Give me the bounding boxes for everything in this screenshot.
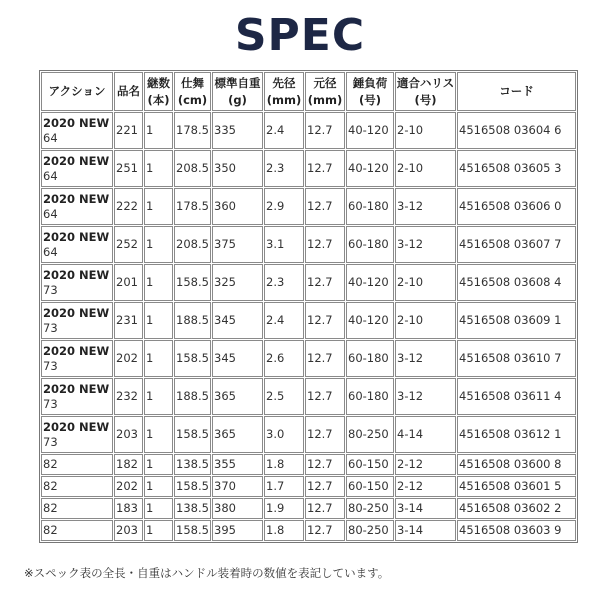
cell-pieces: 1 bbox=[144, 416, 173, 453]
cell-sinker-load: 80-250 bbox=[346, 416, 394, 453]
action-value: 82 bbox=[43, 501, 58, 515]
cell-model: 202 bbox=[114, 340, 143, 377]
cell-butt-diameter: 12.7 bbox=[305, 520, 345, 541]
cell-sinker-load: 60-180 bbox=[346, 378, 394, 415]
table-row bbox=[41, 378, 576, 415]
spec-table-body bbox=[41, 112, 576, 541]
cell-action bbox=[41, 302, 113, 339]
action-series: 2020 NEW bbox=[43, 229, 110, 244]
table-row bbox=[41, 112, 576, 149]
cell-leader: 4-14 bbox=[395, 416, 456, 453]
cell-butt-diameter: 12.7 bbox=[305, 378, 345, 415]
cell-leader: 3-12 bbox=[395, 340, 456, 377]
cell-model: 231 bbox=[114, 302, 143, 339]
cell-code: 4516508 03612 1 bbox=[457, 416, 576, 453]
cell-weight: 365 bbox=[212, 378, 263, 415]
cell-leader: 2-10 bbox=[395, 150, 456, 187]
cell-pieces: 1 bbox=[144, 302, 173, 339]
cell-tip-diameter: 2.6 bbox=[264, 340, 304, 377]
action-value: 73 bbox=[43, 396, 58, 411]
cell-leader: 3-12 bbox=[395, 226, 456, 263]
cell-model: 222 bbox=[114, 188, 143, 225]
cell-model: 221 bbox=[114, 112, 143, 149]
cell-model: 182 bbox=[114, 454, 143, 475]
cell-closed-length: 158.5 bbox=[174, 520, 211, 541]
cell-sinker-load: 40-120 bbox=[346, 264, 394, 301]
table-row bbox=[41, 150, 576, 187]
cell-tip-diameter: 1.7 bbox=[264, 476, 304, 497]
table-row bbox=[41, 454, 576, 475]
cell-butt-diameter: 12.7 bbox=[305, 188, 345, 225]
cell-tip-diameter: 2.9 bbox=[264, 188, 304, 225]
cell-sinker-load: 60-180 bbox=[346, 188, 394, 225]
action-value: 73 bbox=[43, 358, 58, 373]
cell-sinker-load: 80-250 bbox=[346, 498, 394, 519]
action-value: 73 bbox=[43, 320, 58, 335]
cell-action bbox=[41, 188, 113, 225]
cell-closed-length: 138.5 bbox=[174, 498, 211, 519]
cell-leader: 2-10 bbox=[395, 264, 456, 301]
action-value: 73 bbox=[43, 282, 58, 297]
cell-leader: 3-12 bbox=[395, 188, 456, 225]
action-value: 82 bbox=[43, 457, 58, 471]
action-value: 64 bbox=[43, 130, 58, 145]
header-weight: 標準自重 (g) bbox=[212, 72, 263, 111]
cell-leader: 2-10 bbox=[395, 302, 456, 339]
action-series: 2020 NEW bbox=[43, 343, 110, 358]
cell-weight: 325 bbox=[212, 264, 263, 301]
cell-butt-diameter: 12.7 bbox=[305, 476, 345, 497]
cell-pieces: 1 bbox=[144, 112, 173, 149]
spec-table bbox=[39, 70, 578, 543]
cell-pieces: 1 bbox=[144, 476, 173, 497]
cell-model: 251 bbox=[114, 150, 143, 187]
action-value: 64 bbox=[43, 206, 58, 221]
cell-weight: 360 bbox=[212, 188, 263, 225]
action-series: 2020 NEW bbox=[43, 305, 110, 320]
cell-leader: 2-10 bbox=[395, 112, 456, 149]
cell-leader: 2-12 bbox=[395, 476, 456, 497]
action-value: 64 bbox=[43, 168, 58, 183]
cell-action bbox=[41, 416, 113, 453]
cell-closed-length: 188.5 bbox=[174, 302, 211, 339]
cell-leader: 3-14 bbox=[395, 520, 456, 541]
cell-butt-diameter: 12.7 bbox=[305, 498, 345, 519]
cell-sinker-load: 40-120 bbox=[346, 150, 394, 187]
cell-action bbox=[41, 378, 113, 415]
cell-sinker-load: 60-180 bbox=[346, 340, 394, 377]
cell-tip-diameter: 2.4 bbox=[264, 302, 304, 339]
cell-model: 232 bbox=[114, 378, 143, 415]
cell-sinker-load: 40-120 bbox=[346, 112, 394, 149]
cell-action bbox=[41, 340, 113, 377]
cell-code: 4516508 03603 9 bbox=[457, 520, 576, 541]
table-row bbox=[41, 498, 576, 519]
cell-weight: 345 bbox=[212, 340, 263, 377]
cell-butt-diameter: 12.7 bbox=[305, 150, 345, 187]
cell-closed-length: 178.5 bbox=[174, 188, 211, 225]
cell-code: 4516508 03611 4 bbox=[457, 378, 576, 415]
cell-model: 183 bbox=[114, 498, 143, 519]
action-value: 82 bbox=[43, 479, 58, 493]
cell-closed-length: 158.5 bbox=[174, 416, 211, 453]
cell-tip-diameter: 2.5 bbox=[264, 378, 304, 415]
cell-action bbox=[41, 476, 113, 497]
cell-code: 4516508 03601 5 bbox=[457, 476, 576, 497]
cell-model: 202 bbox=[114, 476, 143, 497]
header-sinker-load: 錘負荷 (号) bbox=[346, 72, 394, 111]
action-series: 2020 NEW bbox=[43, 115, 110, 130]
table-row bbox=[41, 302, 576, 339]
cell-code: 4516508 03609 1 bbox=[457, 302, 576, 339]
cell-sinker-load: 60-150 bbox=[346, 454, 394, 475]
cell-action bbox=[41, 454, 113, 475]
cell-weight: 375 bbox=[212, 226, 263, 263]
cell-pieces: 1 bbox=[144, 498, 173, 519]
cell-weight: 380 bbox=[212, 498, 263, 519]
cell-closed-length: 158.5 bbox=[174, 476, 211, 497]
header-butt-diameter: 元径 (mm) bbox=[305, 72, 345, 111]
cell-closed-length: 138.5 bbox=[174, 454, 211, 475]
cell-leader: 2-12 bbox=[395, 454, 456, 475]
cell-butt-diameter: 12.7 bbox=[305, 454, 345, 475]
cell-pieces: 1 bbox=[144, 150, 173, 187]
cell-butt-diameter: 12.7 bbox=[305, 264, 345, 301]
table-row bbox=[41, 476, 576, 497]
cell-butt-diameter: 12.7 bbox=[305, 226, 345, 263]
cell-action bbox=[41, 112, 113, 149]
cell-tip-diameter: 2.3 bbox=[264, 150, 304, 187]
cell-tip-diameter: 2.3 bbox=[264, 264, 304, 301]
table-header-row bbox=[41, 72, 576, 111]
cell-butt-diameter: 12.7 bbox=[305, 340, 345, 377]
cell-butt-diameter: 12.7 bbox=[305, 112, 345, 149]
cell-action bbox=[41, 264, 113, 301]
table-row bbox=[41, 520, 576, 541]
cell-code: 4516508 03602 2 bbox=[457, 498, 576, 519]
cell-model: 201 bbox=[114, 264, 143, 301]
action-series: 2020 NEW bbox=[43, 153, 110, 168]
header-closed-length: 仕舞 (cm) bbox=[174, 72, 211, 111]
footnote: ※スペック表の全長・自重はハンドル装着時の数値を表記しています。 bbox=[24, 566, 390, 580]
cell-weight: 350 bbox=[212, 150, 263, 187]
action-series: 2020 NEW bbox=[43, 419, 110, 434]
cell-closed-length: 208.5 bbox=[174, 226, 211, 263]
action-series: 2020 NEW bbox=[43, 381, 110, 396]
header-pieces: 継数 (本) bbox=[144, 72, 173, 111]
table-row bbox=[41, 264, 576, 301]
cell-pieces: 1 bbox=[144, 378, 173, 415]
cell-code: 4516508 03600 8 bbox=[457, 454, 576, 475]
cell-code: 4516508 03608 4 bbox=[457, 264, 576, 301]
table-row bbox=[41, 188, 576, 225]
cell-pieces: 1 bbox=[144, 226, 173, 263]
cell-sinker-load: 40-120 bbox=[346, 302, 394, 339]
action-value: 73 bbox=[43, 434, 58, 449]
cell-leader: 3-14 bbox=[395, 498, 456, 519]
action-series: 2020 NEW bbox=[43, 191, 110, 206]
cell-closed-length: 178.5 bbox=[174, 112, 211, 149]
cell-closed-length: 158.5 bbox=[174, 340, 211, 377]
cell-model: 203 bbox=[114, 520, 143, 541]
cell-tip-diameter: 1.9 bbox=[264, 498, 304, 519]
cell-pieces: 1 bbox=[144, 188, 173, 225]
cell-tip-diameter: 3.0 bbox=[264, 416, 304, 453]
cell-butt-diameter: 12.7 bbox=[305, 302, 345, 339]
cell-sinker-load: 60-150 bbox=[346, 476, 394, 497]
action-value: 64 bbox=[43, 244, 58, 259]
cell-model: 252 bbox=[114, 226, 143, 263]
cell-sinker-load: 80-250 bbox=[346, 520, 394, 541]
cell-weight: 365 bbox=[212, 416, 263, 453]
cell-action bbox=[41, 226, 113, 263]
table-row bbox=[41, 416, 576, 453]
table-row bbox=[41, 226, 576, 263]
cell-sinker-load: 60-180 bbox=[346, 226, 394, 263]
page-title: SPEC bbox=[234, 10, 366, 61]
cell-pieces: 1 bbox=[144, 264, 173, 301]
cell-weight: 345 bbox=[212, 302, 263, 339]
cell-action bbox=[41, 150, 113, 187]
cell-model: 203 bbox=[114, 416, 143, 453]
cell-action bbox=[41, 520, 113, 541]
cell-tip-diameter: 1.8 bbox=[264, 520, 304, 541]
cell-leader: 3-12 bbox=[395, 378, 456, 415]
header-leader: 適合ハリス (号) bbox=[395, 72, 456, 111]
header-model: 品名 bbox=[114, 72, 143, 111]
cell-weight: 335 bbox=[212, 112, 263, 149]
cell-weight: 370 bbox=[212, 476, 263, 497]
cell-pieces: 1 bbox=[144, 454, 173, 475]
cell-code: 4516508 03605 3 bbox=[457, 150, 576, 187]
cell-closed-length: 188.5 bbox=[174, 378, 211, 415]
header-action: アクション bbox=[41, 72, 113, 111]
cell-tip-diameter: 1.8 bbox=[264, 454, 304, 475]
cell-tip-diameter: 3.1 bbox=[264, 226, 304, 263]
action-value: 82 bbox=[43, 523, 58, 537]
cell-weight: 395 bbox=[212, 520, 263, 541]
cell-closed-length: 208.5 bbox=[174, 150, 211, 187]
cell-code: 4516508 03606 0 bbox=[457, 188, 576, 225]
cell-weight: 355 bbox=[212, 454, 263, 475]
cell-pieces: 1 bbox=[144, 520, 173, 541]
cell-code: 4516508 03604 6 bbox=[457, 112, 576, 149]
header-code: コード bbox=[457, 72, 576, 111]
cell-butt-diameter: 12.7 bbox=[305, 416, 345, 453]
cell-code: 4516508 03610 7 bbox=[457, 340, 576, 377]
table-row bbox=[41, 340, 576, 377]
cell-code: 4516508 03607 7 bbox=[457, 226, 576, 263]
header-tip-diameter: 先径 (mm) bbox=[264, 72, 304, 111]
action-series: 2020 NEW bbox=[43, 267, 110, 282]
cell-tip-diameter: 2.4 bbox=[264, 112, 304, 149]
cell-pieces: 1 bbox=[144, 340, 173, 377]
cell-action bbox=[41, 498, 113, 519]
cell-closed-length: 158.5 bbox=[174, 264, 211, 301]
